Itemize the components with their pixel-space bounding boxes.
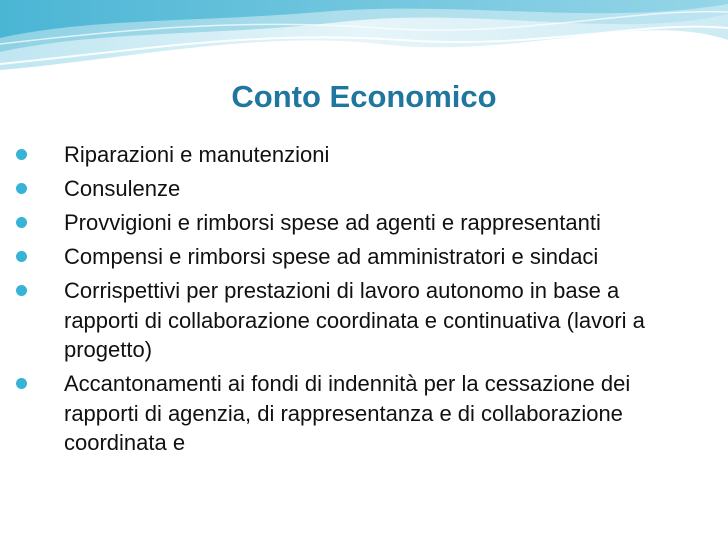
header-wave-decoration [0, 0, 728, 80]
bullet-icon [16, 378, 27, 389]
bullet-text: Riparazioni e manutenzioni [64, 142, 330, 167]
list-item [14, 242, 654, 272]
bullet-icon [16, 285, 27, 296]
bullet-icon [16, 183, 27, 194]
bullet-icon [16, 251, 27, 262]
list-item [14, 276, 654, 365]
bullet-text: Consulenze [64, 176, 181, 201]
bullet-text: Provvigioni e rimborsi spese ad agenti e rappresentanti [64, 210, 601, 235]
bullet-icon [16, 149, 27, 160]
slide-title: Conto Economico [231, 79, 497, 114]
list-item [14, 208, 654, 238]
list-item [14, 140, 654, 170]
bullet-text: Compensi e rimborsi spese ad amministratori e sindaci [64, 244, 599, 269]
bullet-icon [16, 217, 27, 228]
bullet-text: Corrispettivi per prestazioni di lavoro autonomo in base a rapporti di collaborazione coordinata e continuativa (lavori a progetto) [64, 278, 645, 362]
bullet-list [14, 140, 654, 462]
bullet-text: Accantonamenti ai fondi di indennità per la cessazione dei rapporti di agenzia, di rappresentanza e di collaborazione coordinata e [64, 371, 631, 455]
list-item [14, 369, 654, 458]
list-item [14, 174, 654, 204]
